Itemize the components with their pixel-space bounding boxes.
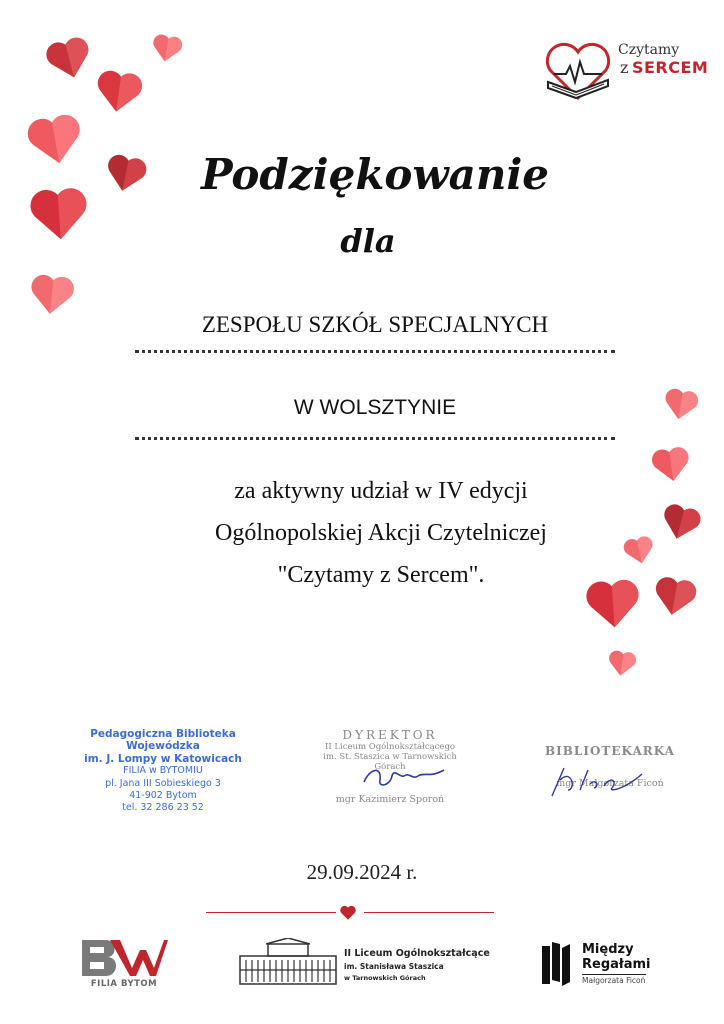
bw-logo-label: FILIA BYTOM (90, 979, 158, 989)
dotted-line (135, 350, 615, 353)
divider-line (206, 912, 336, 913)
recipient-name: ZESPOŁU SZKÓŁ SPECJALNYCH (201, 312, 549, 337)
stamp-line: tel. 32 286 23 52 (122, 802, 204, 814)
page-title: Podziękowanie (200, 150, 550, 199)
czytamy-z-sercem-logo (528, 30, 709, 116)
librarian-heading: BIBLIOTEKARKA (545, 744, 675, 758)
director-school: II Liceum Ogólnokształcącego (324, 742, 456, 752)
miedzy-regalami-line-3: Małgorzata Ficoń (582, 976, 646, 985)
liceum-logo (238, 938, 498, 988)
heart-icon (606, 648, 637, 678)
body-line-1: za aktywny udział w IV edycji (234, 478, 528, 504)
director-stamp (310, 728, 470, 805)
miedzy-regalami-line-2: Regałami (582, 957, 651, 972)
director-signature (360, 758, 450, 792)
school-building-icon (238, 938, 338, 986)
miedzy-regalami-logo (540, 942, 650, 990)
director-heading: DYREKTOR (342, 728, 438, 742)
heart-icon (28, 272, 76, 316)
stamp-line: im. J. Lompy w Katowicach (84, 752, 242, 765)
heart-icon (340, 905, 356, 920)
date: 29.09.2024 r. (306, 860, 418, 884)
dotted-line (135, 437, 615, 440)
heart-icon (93, 67, 144, 115)
heart-icon (42, 33, 97, 84)
divider-line (364, 912, 494, 913)
stamp-line: Pedagogiczna Biblioteka Wojewódzka (90, 728, 236, 753)
heart-icon (661, 385, 700, 422)
liceum-line-3: w Tarnowskich Górach (344, 974, 426, 982)
logo-text-czytamy: Czytamy (618, 42, 680, 58)
heart-icon (150, 32, 184, 65)
logo-text-sercem-word: SERCEM (631, 58, 709, 77)
miedzy-regalami-line-1: Między (582, 942, 634, 957)
subtitle-dla: dla (340, 222, 396, 260)
stamp-line: pl. Jana III Sobieskiego 3 (105, 777, 221, 789)
logo-text-sercem (620, 58, 708, 77)
bw-logo-icon (80, 938, 168, 978)
body-line-3: "Czytamy z Sercem". (277, 562, 485, 588)
recipient-location: W WOLSZTYNIE (293, 396, 457, 419)
librarian-name: mgr Małgorzata Ficoń (556, 778, 664, 789)
director-school-location: im. St. Staszica w Tarnowskich Górach (323, 752, 457, 772)
librarian-signature (546, 760, 656, 800)
liceum-logo-text (344, 948, 490, 982)
library-stamp (64, 728, 262, 815)
liceum-line-1: II Liceum Ogólnokształcące (344, 948, 490, 959)
stamp-line: 41-902 Bytom (129, 790, 197, 802)
librarian-stamp (540, 744, 680, 789)
bw-filia-bytom-logo (80, 938, 168, 990)
divider-line (582, 974, 646, 975)
body-line-2: Ogólnopolskiej Akcji Czytelniczej (215, 520, 547, 546)
liceum-line-2: im. Stanisława Staszica (344, 962, 444, 971)
stamp-line: FILIA w BYTOMIU (123, 765, 203, 777)
bookshelf-icon (540, 942, 578, 986)
heart-book-icon (542, 40, 614, 102)
logo-text-z: z (620, 58, 629, 77)
director-name: mgr Kazimierz Sporoń (335, 794, 445, 805)
